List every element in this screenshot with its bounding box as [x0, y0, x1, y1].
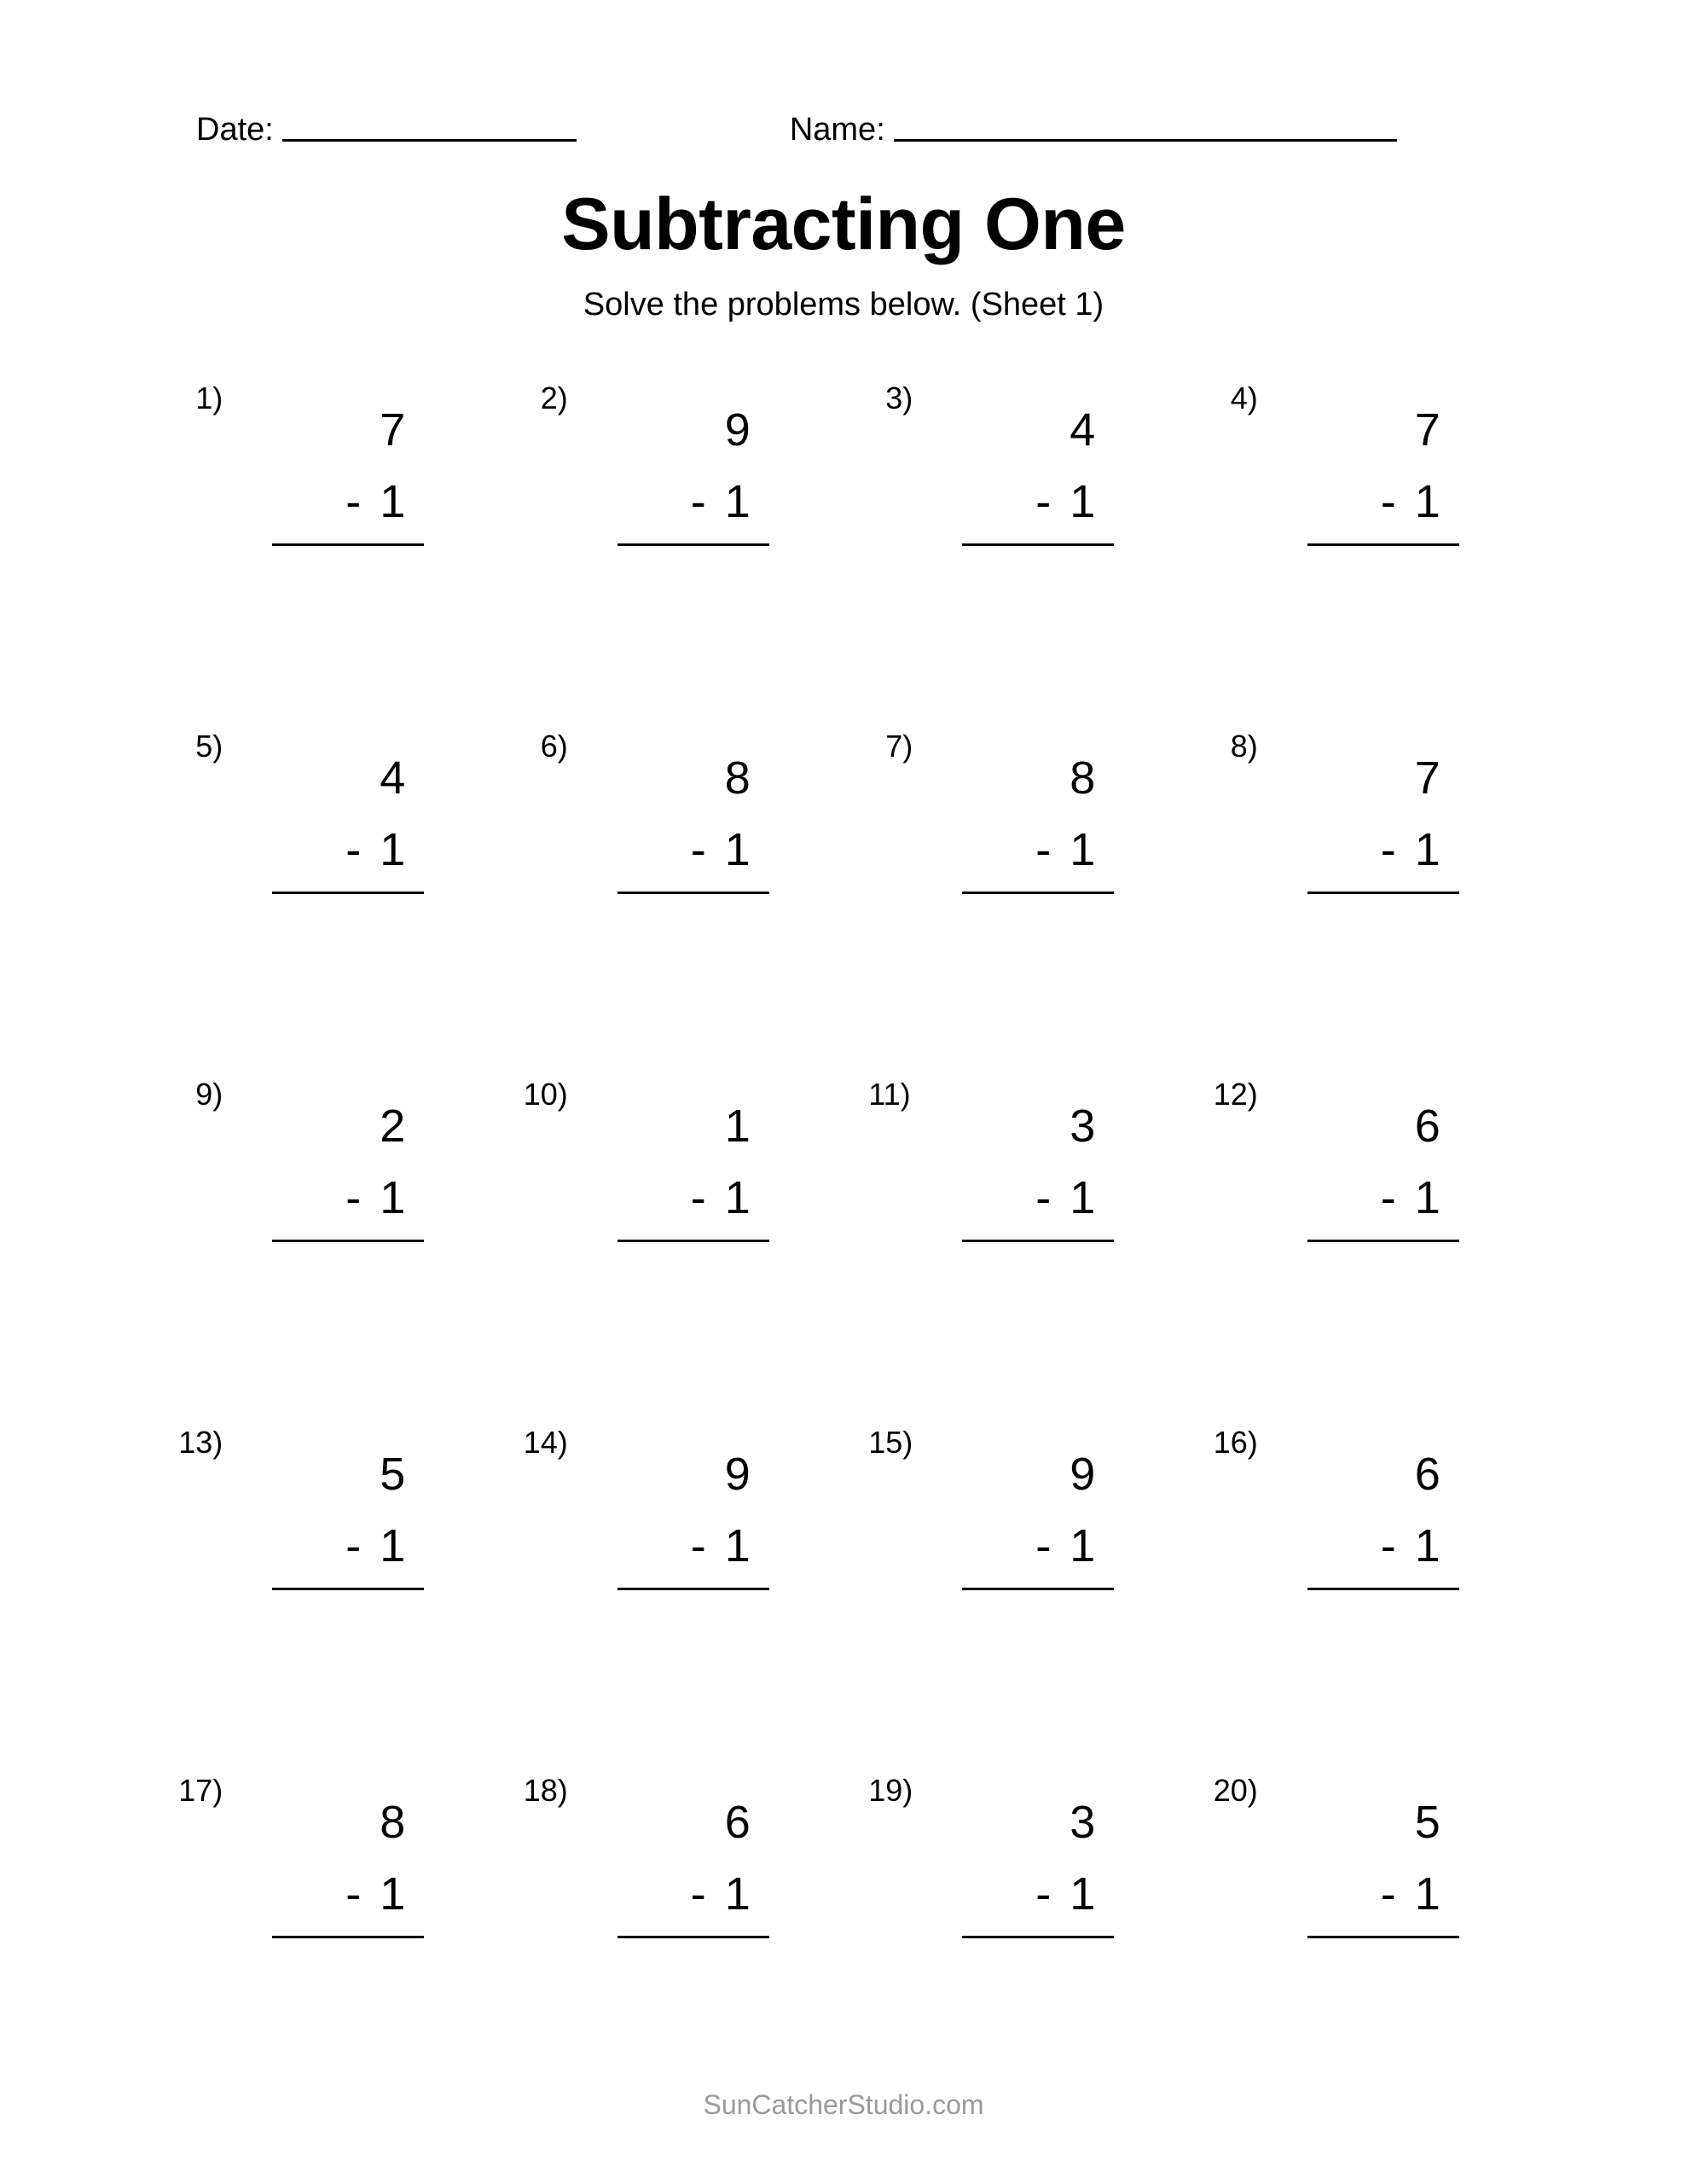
subtrahend-row	[573, 1149, 769, 1221]
problem-item	[154, 1427, 499, 1775]
worksheet-header	[154, 0, 1533, 147]
minuend: 3	[1070, 1797, 1096, 1848]
subtrahend: 1	[724, 1868, 751, 1920]
subtrahend: 1	[1070, 1520, 1096, 1571]
date-write-line[interactable]	[282, 138, 577, 142]
problem-number: 7)	[885, 729, 913, 764]
minuend: 6	[1414, 1449, 1441, 1500]
problem-item	[499, 731, 844, 1079]
minuend: 5	[1414, 1797, 1441, 1848]
answer-write-line[interactable]	[1307, 892, 1459, 894]
subtrahend-row	[1263, 453, 1459, 525]
problem-number: 6)	[540, 729, 568, 764]
answer-write-line[interactable]	[272, 1588, 424, 1590]
problem-body	[1213, 1773, 1459, 1938]
problem-number: 11)	[868, 1077, 911, 1112]
minus-sign-icon: -	[690, 476, 706, 527]
problem-body	[868, 1773, 1114, 1938]
minuend: 6	[724, 1797, 751, 1848]
subtrahend-row	[918, 1497, 1114, 1569]
minus-sign-icon: -	[345, 476, 362, 527]
problem-item	[499, 1775, 844, 2123]
problem-item	[499, 1079, 844, 1427]
subtrahend-row	[1263, 1149, 1459, 1221]
subtrahend: 1	[1414, 1172, 1441, 1223]
answer-write-line[interactable]	[272, 543, 424, 546]
page-subtitle: Solve the problems below. (Sheet 1)	[583, 287, 1104, 322]
subtrahend-row	[918, 1845, 1114, 1920]
problem-number: 10)	[523, 1077, 568, 1112]
subtrahend-row	[228, 801, 424, 873]
minuend: 2	[380, 1101, 406, 1152]
problem-body	[523, 1773, 769, 1938]
subtrahend-row	[228, 1497, 424, 1569]
problem-body	[1230, 729, 1459, 894]
problem-item	[1189, 1079, 1534, 1427]
subtrahend: 1	[380, 824, 406, 875]
answer-write-line[interactable]	[1307, 1240, 1459, 1242]
answer-write-line[interactable]	[617, 1240, 769, 1242]
subtrahend-row	[918, 801, 1114, 873]
minuend: 8	[1070, 752, 1096, 804]
subtrahend: 1	[1070, 476, 1096, 527]
answer-write-line[interactable]	[272, 1240, 424, 1242]
minuend: 8	[380, 1797, 406, 1848]
problem-number: 19)	[868, 1773, 913, 1808]
subtrahend: 1	[1070, 1172, 1096, 1223]
problem-item	[1189, 380, 1534, 731]
problem-body	[885, 380, 1114, 546]
subtrahend-row	[228, 1845, 424, 1920]
minuend: 4	[1070, 404, 1096, 456]
name-field	[790, 113, 1397, 147]
problem-item	[844, 1775, 1189, 2123]
answer-write-line[interactable]	[1307, 1588, 1459, 1590]
problem-body	[885, 729, 1114, 894]
problem-number: 9)	[195, 1077, 223, 1112]
answer-write-line[interactable]	[962, 892, 1114, 894]
answer-write-line[interactable]	[617, 1588, 769, 1590]
minus-sign-icon: -	[1035, 1172, 1052, 1223]
minus-sign-icon: -	[1380, 824, 1396, 875]
problem-body	[868, 1077, 1114, 1242]
problem-item	[844, 1079, 1189, 1427]
problem-body	[540, 380, 769, 546]
answer-write-line[interactable]	[962, 1936, 1114, 1938]
problem-grid	[154, 380, 1533, 2123]
answer-write-line[interactable]	[962, 1240, 1114, 1242]
answer-write-line[interactable]	[962, 543, 1114, 546]
problem-body	[523, 1077, 769, 1242]
problem-number: 5)	[195, 729, 223, 764]
subtrahend: 1	[1070, 1868, 1096, 1920]
minuend: 9	[724, 1449, 751, 1500]
problem-item	[154, 731, 499, 1079]
answer-write-line[interactable]	[272, 892, 424, 894]
problem-body	[178, 1425, 424, 1590]
subtrahend-row	[228, 1149, 424, 1221]
problem-number: 15)	[868, 1425, 913, 1460]
subtrahend: 1	[1414, 824, 1441, 875]
subtrahend: 1	[1414, 476, 1441, 527]
minuend: 7	[1414, 404, 1441, 456]
subtrahend-row	[1263, 1497, 1459, 1569]
answer-write-line[interactable]	[617, 892, 769, 894]
subtrahend-row	[918, 1149, 1114, 1221]
problem-body	[195, 729, 424, 894]
problem-item	[844, 1427, 1189, 1775]
problem-body	[178, 1773, 424, 1938]
problem-item	[844, 380, 1189, 731]
answer-write-line[interactable]	[617, 1936, 769, 1938]
subtrahend-row	[1263, 801, 1459, 873]
footer-credit: SunCatcherStudio.com	[703, 2089, 984, 2120]
problem-number: 8)	[1230, 729, 1258, 764]
problem-body	[540, 729, 769, 894]
minus-sign-icon: -	[1380, 1868, 1396, 1920]
subtrahend: 1	[380, 1172, 406, 1223]
name-label: Name:	[789, 112, 885, 148]
minus-sign-icon: -	[345, 824, 362, 875]
subtrahend: 1	[724, 476, 751, 527]
minuend: 4	[380, 752, 406, 804]
minus-sign-icon: -	[1035, 476, 1052, 527]
problem-number: 2)	[540, 380, 568, 415]
subtrahend: 1	[380, 1868, 406, 1920]
date-field	[196, 113, 577, 147]
answer-write-line[interactable]	[272, 1936, 424, 1938]
problem-body	[1213, 1077, 1459, 1242]
problem-item	[499, 1427, 844, 1775]
answer-write-line[interactable]	[617, 543, 769, 546]
minus-sign-icon: -	[1035, 824, 1052, 875]
problem-number: 1)	[195, 380, 223, 415]
answer-write-line[interactable]	[962, 1588, 1114, 1590]
minus-sign-icon: -	[690, 1172, 706, 1223]
problem-item	[1189, 1775, 1534, 2123]
problem-number: 17)	[178, 1773, 223, 1808]
minuend: 9	[1070, 1449, 1096, 1500]
minus-sign-icon: -	[1035, 1520, 1052, 1571]
subtrahend-row	[228, 453, 424, 525]
subtrahend: 1	[724, 1172, 751, 1223]
problem-body	[868, 1425, 1114, 1590]
problem-number: 14)	[523, 1425, 568, 1460]
subtrahend: 1	[724, 824, 751, 875]
problem-number: 13)	[178, 1425, 223, 1460]
problem-item	[1189, 731, 1534, 1079]
minus-sign-icon: -	[690, 824, 706, 875]
name-write-line[interactable]	[894, 138, 1397, 142]
minus-sign-icon: -	[1380, 476, 1396, 527]
minus-sign-icon: -	[690, 1868, 706, 1920]
minus-sign-icon: -	[1380, 1172, 1396, 1223]
answer-write-line[interactable]	[1307, 1936, 1459, 1938]
minuend: 7	[1414, 752, 1441, 804]
subtrahend: 1	[1414, 1868, 1441, 1920]
answer-write-line[interactable]	[1307, 543, 1459, 546]
minus-sign-icon: -	[345, 1520, 362, 1571]
problem-number: 12)	[1213, 1077, 1258, 1112]
problem-body	[523, 1425, 769, 1590]
problem-item	[154, 1079, 499, 1427]
minus-sign-icon: -	[690, 1520, 706, 1571]
problem-number: 4)	[1230, 380, 1258, 415]
minuend: 1	[724, 1101, 751, 1152]
subtrahend-row	[918, 453, 1114, 525]
problem-number: 3)	[885, 380, 913, 415]
subtrahend: 1	[1414, 1520, 1441, 1571]
subtrahend-row	[573, 453, 769, 525]
subtrahend: 1	[380, 1520, 406, 1571]
problem-item	[844, 731, 1189, 1079]
problem-body	[195, 380, 424, 546]
problem-item	[1189, 1427, 1534, 1775]
problem-body	[1230, 380, 1459, 546]
problem-number: 16)	[1213, 1425, 1258, 1460]
subtrahend: 1	[724, 1520, 751, 1571]
subtrahend-row	[1263, 1845, 1459, 1920]
minuend: 7	[380, 404, 406, 456]
minus-sign-icon: -	[1380, 1520, 1396, 1571]
problem-item	[154, 1775, 499, 2123]
minuend: 9	[724, 404, 751, 456]
minuend: 6	[1414, 1101, 1441, 1152]
minus-sign-icon: -	[345, 1868, 362, 1920]
subtrahend-row	[573, 1497, 769, 1569]
problem-body	[1213, 1425, 1459, 1590]
subtrahend-row	[573, 1845, 769, 1920]
minus-sign-icon: -	[1035, 1868, 1052, 1920]
problem-number: 20)	[1213, 1773, 1258, 1808]
problem-item	[154, 380, 499, 731]
subtrahend: 1	[380, 476, 406, 527]
minuend: 3	[1070, 1101, 1096, 1152]
problem-body	[195, 1077, 424, 1242]
problem-number: 18)	[523, 1773, 568, 1808]
page-title: Subtracting One	[561, 183, 1126, 265]
minuend: 5	[380, 1449, 406, 1500]
minus-sign-icon: -	[345, 1172, 362, 1223]
date-label: Date:	[196, 112, 274, 148]
problem-item	[499, 380, 844, 731]
minuend: 8	[724, 752, 751, 804]
subtrahend-row	[573, 801, 769, 873]
subtrahend: 1	[1070, 824, 1096, 875]
